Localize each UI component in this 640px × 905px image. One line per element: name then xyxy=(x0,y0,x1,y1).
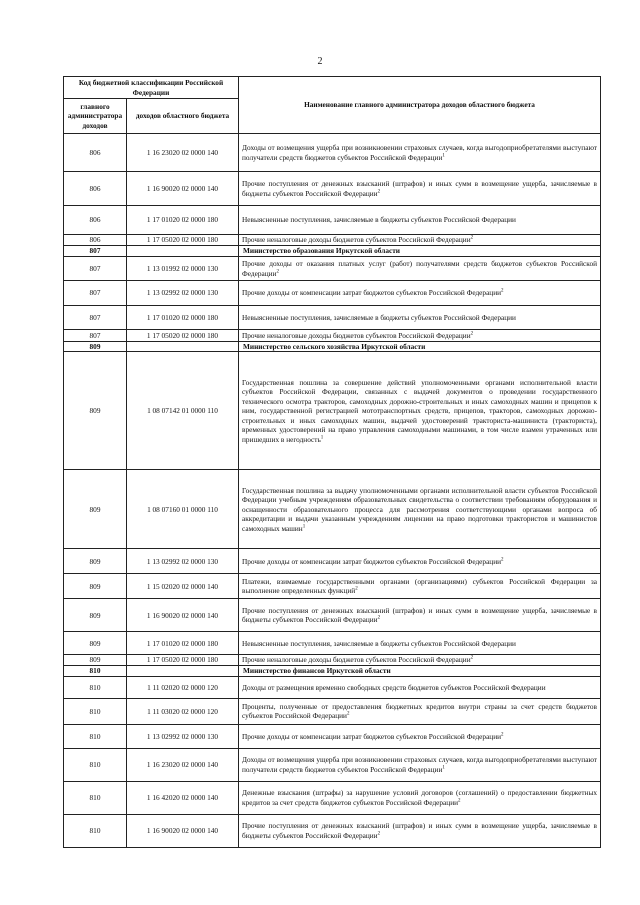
footnote-marker: 1 xyxy=(302,524,306,530)
table-row xyxy=(64,599,601,632)
income-code-cell: 1 16 23020 02 0000 140 xyxy=(127,748,239,781)
table-row xyxy=(64,574,601,599)
income-name-text: Прочие доходы от компенсации затрат бюджетов субъектов Российской Федерации xyxy=(242,556,502,566)
admin-code-cell: 807 xyxy=(64,257,127,281)
admin-code-cell: 809 xyxy=(64,574,127,599)
income-name-cell xyxy=(239,676,601,698)
footnote-marker: 2 xyxy=(458,798,461,804)
income-name-cell xyxy=(239,781,601,814)
income-name-text: Государственная пошлина за выдачу уполномоченными органами исполнительной власти субъектов Российской Федерации учебным учреждениям образовательных свидетельства о соответствии требованиям оборудования и оснащенности образовательного процесса для рассмотрения соответствующими органами вопроса об аккредитации и выдачи указанным учреждениям лицензии на право подготовки трактористов и машинистов самоходных машин xyxy=(242,485,597,533)
admin-code-cell: 810 xyxy=(64,665,127,676)
income-name-text: Доходы от возмещения ущерба при возникновении страховых случаев, когда выгодоприобретателями выступают получатели средств бюджетов субъектов Российской Федерации xyxy=(242,755,597,774)
footnote-marker: 1 xyxy=(442,153,445,159)
income-name-text: Прочие поступления от денежных взысканий (штрафов) и иных сумм в возмещение ущерба, зачисляемые в бюджеты субъектов Российской Федерации xyxy=(242,606,597,625)
income-name-cell xyxy=(239,632,601,655)
table-row xyxy=(64,655,601,665)
admin-code-cell: 809 xyxy=(64,470,127,549)
table-row xyxy=(64,172,601,206)
footnote-marker: 2 xyxy=(470,656,474,662)
footnote-marker: 2 xyxy=(377,616,381,622)
table-row xyxy=(64,352,601,470)
income-code-cell: 1 08 07160 01 0000 110 xyxy=(127,470,239,549)
admin-code-cell: 806 xyxy=(64,235,127,246)
income-name-text: Государственная пошлина за совершение действий уполномоченными органами исполнительной власти субъектов Российской Федерации, связанных с выдачей документов о проведении государственного технического осмотра тракторов, самоходных дорожно-строительных и иных самоходных машин и прицепов к ним, государственной регистрацией мототранспортных средств, прицепов, тракторов, самоходных дорожно-строительных и иных самоходных машин, выдачей удостоверений тракториста-машиниста (тракториста), временных удостоверений на право управления самоходными машинами, в том числе взамен утраченных или пришедших в негодность xyxy=(242,377,597,444)
admin-code-cell: 806 xyxy=(64,206,127,235)
ministry-name xyxy=(239,246,601,257)
admin-code-cell: 809 xyxy=(64,599,127,632)
income-name-cell xyxy=(239,599,601,632)
header-budget-code: Код бюджетной классификации Российской Федерации xyxy=(64,77,239,99)
ministry-row xyxy=(64,665,601,676)
income-name-cell xyxy=(239,172,601,206)
admin-code-cell: 807 xyxy=(64,306,127,330)
ministry-name xyxy=(239,665,601,676)
table-row xyxy=(64,306,601,330)
footnote-marker: 2 xyxy=(501,557,504,563)
admin-code-cell: 809 xyxy=(64,632,127,655)
table-row xyxy=(64,281,601,306)
income-name-text: Доходы от возмещения ущерба при возникновении страховых случаев, когда выгодоприобретателями выступают получатели средств бюджетов субъектов Российской Федерации xyxy=(242,143,597,162)
income-code-cell xyxy=(127,342,239,352)
footnote-marker: 2 xyxy=(355,587,358,593)
ministry-row xyxy=(64,342,601,352)
admin-code-cell: 807 xyxy=(64,330,127,342)
header-admin-name: Наименование главного администратора доходов областного бюджета xyxy=(239,77,601,134)
admin-code-cell: 809 xyxy=(64,342,127,352)
income-code-cell: 1 16 42020 02 0000 140 xyxy=(127,781,239,814)
income-name-text: Прочие доходы от компенсации затрат бюджетов субъектов Российской Федерации xyxy=(242,731,502,741)
footnote-marker: 2 xyxy=(276,269,279,275)
income-name-cell xyxy=(239,574,601,599)
admin-code-cell: 809 xyxy=(64,549,127,574)
table-row xyxy=(64,814,601,847)
income-code-cell xyxy=(127,246,239,257)
table-row xyxy=(64,748,601,781)
income-code-cell: 1 16 23020 02 0000 140 xyxy=(127,134,239,172)
income-name-cell xyxy=(239,470,601,549)
income-code-cell: 1 17 01020 02 0000 180 xyxy=(127,206,239,235)
table-row xyxy=(64,549,601,574)
admin-code-cell: 810 xyxy=(64,781,127,814)
income-name-cell xyxy=(239,281,601,306)
budget-table xyxy=(63,76,601,848)
income-name-cell xyxy=(239,235,601,246)
admin-code-cell: 806 xyxy=(64,172,127,206)
income-name-text: Невыясненные поступления, зачисляемые в бюджеты субъектов Российской Федерации xyxy=(242,638,516,648)
income-name-cell xyxy=(239,352,601,470)
admin-code-cell: 810 xyxy=(64,748,127,781)
table-body xyxy=(64,134,601,848)
income-code-cell xyxy=(127,665,239,676)
header-income-code: доходов областного бюджета xyxy=(127,99,239,134)
table-row xyxy=(64,724,601,748)
footnote-marker: 2 xyxy=(377,189,381,195)
income-name-cell xyxy=(239,549,601,574)
income-name-cell xyxy=(239,257,601,281)
ministry-name xyxy=(239,342,601,352)
income-name-text: Министерство сельского хозяйства Иркутской области xyxy=(243,342,426,351)
income-name-cell xyxy=(239,724,601,748)
admin-code-cell: 806 xyxy=(64,134,127,172)
footnote-marker: 2 xyxy=(470,235,474,241)
income-name-text: Министерство финансов Иркутской области xyxy=(243,666,391,676)
income-code-cell: 1 17 05020 02 0000 180 xyxy=(127,655,239,665)
income-code-cell: 1 13 02992 02 0000 130 xyxy=(127,549,239,574)
admin-code-cell: 809 xyxy=(64,655,127,665)
footnote-marker: 1 xyxy=(442,765,445,771)
table-row xyxy=(64,781,601,814)
footnote-marker: 2 xyxy=(377,831,381,837)
income-code-cell: 1 16 90020 02 0000 140 xyxy=(127,814,239,847)
income-name-cell xyxy=(239,698,601,724)
income-name-text: Проценты, полученные от предоставления бюджетных кредитов внутри страны за счет средств бюджетов субъектов Российской Федерации xyxy=(242,701,597,721)
income-name-text: Невыясненные поступления, зачисляемые в бюджеты субъектов Российской Федерации xyxy=(242,215,516,225)
income-name-cell xyxy=(239,330,601,342)
income-name-text: Прочие поступления от денежных взысканий (штрафов) и иных сумм в возмещение ущерба, зачисляемые в бюджеты субъектов Российской Федерации xyxy=(242,821,597,840)
table-row xyxy=(64,257,601,281)
income-name-cell xyxy=(239,655,601,665)
table-row xyxy=(64,330,601,342)
income-name-cell xyxy=(239,134,601,172)
income-code-cell: 1 15 02020 02 0000 140 xyxy=(127,574,239,599)
income-name-cell xyxy=(239,206,601,235)
income-name-text: Платежи, взимаемые государственными органами (организациями) субъектов Российской Федерации за выполнение определенных функций xyxy=(242,577,597,596)
income-name-text: Прочие доходы от оказания платных услуг (работ) получателями средств бюджетов субъектов Российской Федерации xyxy=(242,259,597,278)
header-admin-code: главного администратора доходов xyxy=(64,99,127,134)
income-name-text: Прочие неналоговые доходы бюджетов субъектов Российской Федерации xyxy=(242,330,471,340)
income-name-cell xyxy=(239,814,601,847)
table-row xyxy=(64,698,601,724)
admin-code-cell: 807 xyxy=(64,246,127,257)
income-code-cell: 1 17 01020 02 0000 180 xyxy=(127,306,239,330)
income-code-cell: 1 17 01020 02 0000 180 xyxy=(127,632,239,655)
table-row xyxy=(64,470,601,549)
table-row xyxy=(64,676,601,698)
income-name-text: Невыясненные поступления, зачисляемые в бюджеты субъектов Российской Федерации xyxy=(242,312,516,322)
admin-code-cell: 810 xyxy=(64,676,127,698)
table-row xyxy=(64,235,601,246)
ministry-row xyxy=(64,246,601,257)
admin-code-cell: 807 xyxy=(64,281,127,306)
income-code-cell: 1 17 05020 02 0000 180 xyxy=(127,235,239,246)
income-name-text: Доходы от размещения временно свободных средств бюджетов субъектов Российской Федерации xyxy=(242,682,546,692)
income-name-text: Прочие доходы от компенсации затрат бюджетов субъектов Российской Федерации xyxy=(242,288,502,298)
footnote-marker: 2 xyxy=(346,712,350,718)
income-name-text: Прочие поступления от денежных взысканий (штрафов) и иных сумм в возмещение ущерба, зачисляемые в бюджеты субъектов Российской Федерации xyxy=(242,179,597,198)
admin-code-cell: 810 xyxy=(64,724,127,748)
admin-code-cell: 810 xyxy=(64,814,127,847)
income-name-text: Министерство образования Иркутской области xyxy=(243,246,401,256)
income-code-cell: 1 13 01992 02 0000 130 xyxy=(127,257,239,281)
footnote-marker: 2 xyxy=(470,331,474,337)
income-name-text: Денежные взыскания (штрафы) за нарушение условий договоров (соглашений) о предоставлении бюджетных кредитов за счет средств бюджетов субъектов Российской Федерации xyxy=(242,788,597,807)
page-number: 2 xyxy=(317,56,323,67)
income-code-cell: 1 11 02020 02 0000 120 xyxy=(127,676,239,698)
income-name-text: Прочие неналоговые доходы бюджетов субъектов Российской Федерации xyxy=(242,235,471,245)
income-code-cell: 1 16 90020 02 0000 140 xyxy=(127,172,239,206)
income-code-cell: 1 13 02992 02 0000 130 xyxy=(127,724,239,748)
table-row xyxy=(64,206,601,235)
admin-code-cell: 809 xyxy=(64,352,127,470)
table-row xyxy=(64,134,601,172)
footnote-marker: 2 xyxy=(501,288,504,294)
footnote-marker: 2 xyxy=(501,732,504,738)
income-code-cell: 1 16 90020 02 0000 140 xyxy=(127,599,239,632)
income-code-cell: 1 08 07142 01 0000 110 xyxy=(127,352,239,470)
income-name-cell xyxy=(239,748,601,781)
income-name-cell xyxy=(239,306,601,330)
admin-code-cell: 810 xyxy=(64,698,127,724)
income-name-text: Прочие неналоговые доходы бюджетов субъектов Российской Федерации xyxy=(242,655,471,665)
income-code-cell: 1 13 02992 02 0000 130 xyxy=(127,281,239,306)
footnote-marker: 1 xyxy=(320,435,324,441)
table-row xyxy=(64,632,601,655)
income-code-cell: 1 11 03020 02 0000 120 xyxy=(127,698,239,724)
income-code-cell: 1 17 05020 02 0000 180 xyxy=(127,330,239,342)
